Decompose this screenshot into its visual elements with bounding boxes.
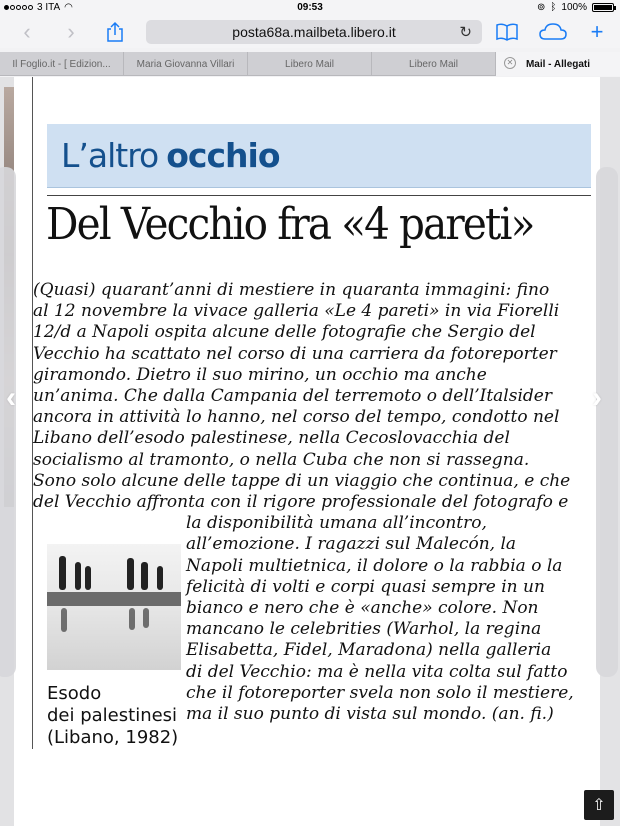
next-page-pane[interactable] bbox=[596, 167, 618, 677]
article-body-line: al 12 novembre la vivace galleria «Le 4 pareti» in via Fiorelli bbox=[33, 301, 560, 322]
article-body-line: ancora in attività lo hanno, nel corso del tempo, condotto nel bbox=[33, 407, 560, 428]
kicker-light: L’altro bbox=[61, 136, 159, 175]
attachment-viewer bbox=[0, 77, 620, 826]
arrow-up-icon[interactable]: ⇧ bbox=[584, 790, 614, 820]
article-body-line: Vecchio ha scattato nel corso di una carriera da fotoreporter bbox=[33, 343, 557, 364]
bluetooth-icon: ᛒ bbox=[550, 2, 557, 13]
tab-libero-mail-1[interactable] bbox=[248, 52, 372, 76]
chevron-right-icon[interactable]: › bbox=[592, 381, 602, 414]
photo-caption-line: Esodo bbox=[47, 683, 102, 704]
url-text: posta68a.mailbeta.libero.it bbox=[232, 24, 396, 40]
article-headline: Del Vecchio fra «4 pareti» bbox=[46, 199, 534, 250]
article-body-line: che il fotoreporter svela non solo il mestiere, bbox=[186, 682, 574, 703]
book-icon[interactable] bbox=[494, 20, 520, 44]
article-body-line: la disponibilità umana all’incontro, bbox=[186, 513, 487, 534]
share-icon[interactable] bbox=[102, 20, 128, 44]
article-body-line: giramondo. Dietro il suo mirino, un occhio ma anche bbox=[33, 364, 487, 385]
chevron-right-icon[interactable]: › bbox=[67, 19, 75, 44]
article-body-line: del Vecchio affronta con il rigore professionale del fotografo e bbox=[33, 492, 569, 512]
article-body-line: felicità di volti e corpi quasi sempre in un bbox=[186, 576, 545, 597]
tab-bar bbox=[0, 52, 620, 76]
cloud-icon[interactable] bbox=[538, 20, 568, 44]
tab-libero-mail-2[interactable] bbox=[372, 52, 496, 76]
status-right bbox=[537, 2, 614, 13]
orientation-lock-icon: ⊚ bbox=[537, 2, 546, 13]
tab-maria-giovanna-villari[interactable] bbox=[124, 52, 248, 76]
article-body-line: un’anima. Che dalla Campania del terremoto o dell’Italsider bbox=[33, 386, 552, 406]
article-body-line: 12/d a Napoli ospita alcune delle fotografie che Sergio del bbox=[33, 322, 536, 343]
photo-caption-line: (Libano, 1982) bbox=[47, 727, 179, 748]
address-bar[interactable] bbox=[146, 20, 482, 44]
carrier-label: 3 ITA bbox=[37, 2, 61, 13]
tab-label: Mail - Allegati bbox=[525, 58, 591, 70]
article-body-line: bianco e nero che è «anche» colore. Non bbox=[186, 598, 539, 618]
article-body-line: Elisabetta, Fidel, Maradona) nella galleria bbox=[186, 640, 552, 661]
browser-toolbar bbox=[0, 16, 620, 48]
photo-caption-line: dei palestinesi bbox=[47, 705, 178, 726]
section-kicker bbox=[47, 124, 591, 188]
article-body-line: socialismo al tramonto, o nella Cuba che non si rassegna. bbox=[33, 449, 530, 470]
article-body-line: Napoli multietnica, il dolore o la rabbia o la bbox=[186, 555, 563, 576]
article-body-line: Sono solo alcune delle tappe di un viaggio che continua, e che bbox=[33, 470, 571, 491]
article-body-line: ma il suo punto di vista sul mondo. (an. fi.) bbox=[186, 704, 554, 724]
headline-rule bbox=[47, 195, 591, 196]
kicker-bold: occhio bbox=[166, 136, 280, 175]
chevron-left-icon[interactable]: ‹ bbox=[23, 19, 31, 44]
previous-page-pane[interactable] bbox=[0, 167, 16, 677]
reload-icon[interactable]: ↻ bbox=[459, 24, 472, 41]
wifi-icon: ◠ bbox=[64, 2, 73, 13]
tab-label: Libero Mail bbox=[285, 58, 334, 70]
tab-label: Il Foglio.it - [ Edizion... bbox=[12, 58, 111, 70]
article-body-line: (Quasi) quarant’anni di mestiere in quaranta immagini: fino bbox=[33, 280, 550, 300]
tab-label: Maria Giovanna Villari bbox=[136, 58, 235, 70]
tab-label: Libero Mail bbox=[409, 58, 458, 70]
article-body-line: all’emozione. I ragazzi sul Malecón, la bbox=[186, 534, 517, 555]
article-body-line: di del Vecchio: ma è nella vita colta sul fatto bbox=[186, 661, 568, 682]
plus-icon[interactable]: + bbox=[590, 19, 604, 44]
battery-percent: 100% bbox=[561, 2, 587, 13]
status-bar bbox=[0, 0, 620, 16]
tab-mail-allegati[interactable] bbox=[496, 52, 620, 76]
tab-il-foglio[interactable] bbox=[0, 52, 124, 76]
clock: 09:53 bbox=[297, 2, 323, 13]
article-body-line: Libano dell’esodo palestinese, nella Cecoslovacchia del bbox=[33, 428, 510, 449]
close-tab-icon[interactable]: ✕ bbox=[504, 57, 516, 69]
article-photo bbox=[47, 544, 181, 670]
article-body-line: mancano le celebrities (Warhol, la regina bbox=[186, 619, 542, 640]
newspaper-page bbox=[14, 77, 600, 826]
chevron-left-icon[interactable]: ‹ bbox=[6, 381, 16, 414]
battery-icon bbox=[592, 3, 614, 12]
